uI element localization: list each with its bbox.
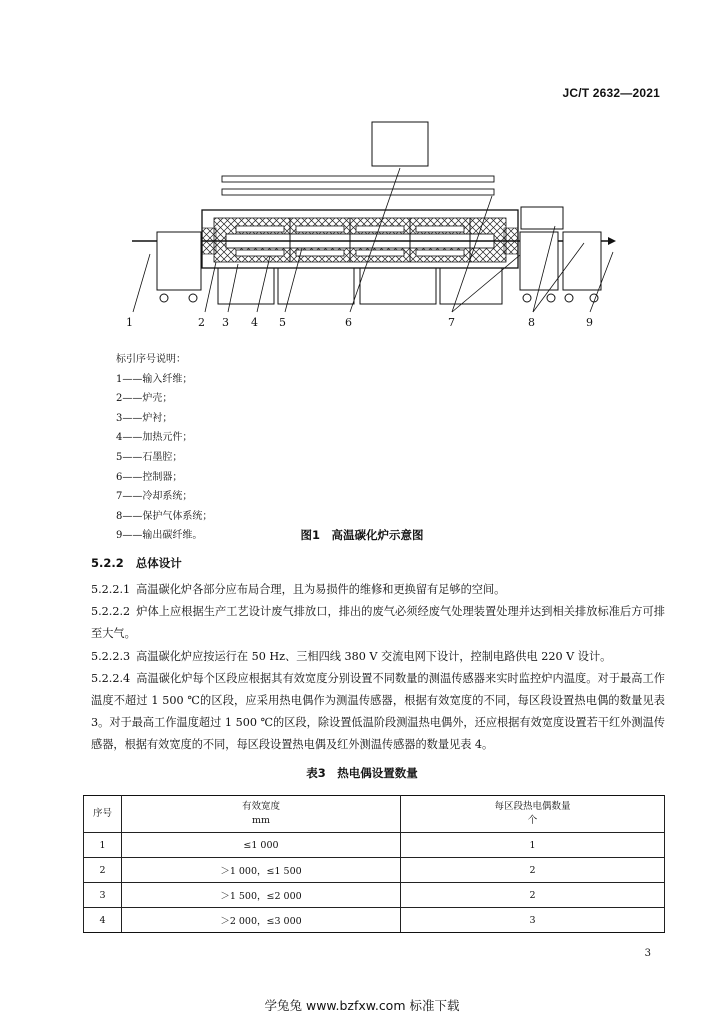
paragraph [91, 668, 665, 757]
cell-count: 3 [401, 908, 665, 933]
cell-count: 2 [401, 883, 665, 908]
paragraph [91, 579, 665, 601]
legend-item: 4——加热元件； [116, 432, 193, 444]
clause-number: 5.2.2.1 [91, 583, 131, 596]
callout-5: 5 [279, 316, 286, 329]
clause-number: 5.2.2.3 [91, 649, 131, 663]
cell-width: ≤1 000 [122, 833, 401, 858]
callout-9: 9 [586, 316, 593, 329]
table-row [84, 883, 665, 908]
cooling-bar-bottom [222, 189, 494, 195]
callout-4: 4 [251, 316, 258, 329]
header-width [122, 796, 401, 833]
table-caption: 表3 热电偶设置数量 [306, 766, 418, 780]
header-count-unit: 个 [527, 815, 538, 826]
cell-index: 4 [84, 908, 122, 933]
input-feeder [157, 232, 201, 290]
furnace-diagram [0, 0, 724, 345]
output-winder [520, 232, 558, 290]
figure-legend [116, 350, 212, 546]
legend-item: 7——冷却系统； [116, 491, 193, 503]
callout-1: 1 [126, 316, 133, 329]
clause-text: 高温碳化炉每个区段应根据其有效宽度分别设置不同数量的测温传感器来实时监控炉内温度。对于最高工作温度不超过 1 500 ℃的区段，应采用热电偶作为测温传感器，根据有效宽度的不同，每区段设置热电偶的数量见表 3。对于最高工作温度超过 1 500 ℃的区段，除设置低温阶段测温热电偶外，还应根据有效宽度设置若干红外测温传感器，根据有效宽度的不同，每区段设置热电偶及红外测温传感器的数量见表 4。 [91, 671, 665, 752]
table-row [84, 858, 665, 883]
cell-width: ＞1 500，≤2 000 [122, 883, 401, 908]
clause-text: 炉体上应根据生产工艺设计废气排放口，排出的废气必须经废气处理装置处理并达到相关排放标准后方可排至大气。 [91, 605, 665, 641]
clause-text: 高温碳化炉应按运行在 50 Hz、三相四线 380 V 交流电网下设计，控制电路供电 220 V 设计。 [136, 649, 612, 663]
header-width-label: 有效宽度 [241, 801, 280, 812]
legend-item: 5——石墨腔； [116, 451, 183, 463]
legend-title: 标引序号说明： [116, 354, 186, 365]
section-number: 5.2.2 [91, 556, 124, 570]
callout-8: 8 [528, 316, 535, 329]
cell-width: ＞1 000，≤1 500 [122, 858, 401, 883]
table-row [84, 908, 665, 933]
section-heading [91, 555, 182, 571]
legend-item: 6——控制器； [116, 471, 183, 483]
figure-caption: 图1 高温碳化炉示意图 [300, 528, 424, 542]
legend-item: 2——炉壳； [116, 393, 173, 405]
standard-code: JC/T 2632—2021 [562, 86, 660, 100]
legend-item: 8——保护气体系统； [116, 510, 213, 522]
gas-control-box [521, 207, 563, 229]
page-number: 3 [644, 948, 651, 959]
cell-index: 2 [84, 858, 122, 883]
body-text [91, 579, 665, 757]
legend-item: 9——输出碳纤维。 [116, 530, 203, 542]
callout-7: 7 [448, 316, 455, 329]
cell-count: 1 [401, 833, 665, 858]
clause-number: 5.2.2.4 [91, 671, 131, 685]
clause-text: 高温碳化炉各部分应布局合理，且为易损件的维修和更换留有足够的空间。 [136, 583, 506, 596]
table-row [84, 833, 665, 858]
callout-2: 2 [198, 316, 205, 329]
header-index: 序号 [84, 796, 122, 833]
paragraph [91, 601, 665, 645]
cell-index: 1 [84, 833, 122, 858]
header-count [401, 796, 665, 833]
paragraph [91, 646, 665, 668]
cell-index: 3 [84, 883, 122, 908]
thermocouple-table [83, 795, 665, 933]
legend-item: 3——炉衬； [116, 412, 173, 424]
footer-watermark: 学兔兔 www.bzfxw.com 标准下载 [264, 998, 460, 1013]
support-frame [218, 268, 502, 304]
callout-3: 3 [222, 316, 229, 329]
table-header-row [84, 796, 665, 833]
legend-item: 1——输入纤维； [116, 373, 193, 385]
cooling-bar-top [222, 176, 494, 182]
cell-count: 2 [401, 858, 665, 883]
section-title: 总体设计 [135, 556, 182, 570]
controller-box [372, 122, 428, 166]
header-width-unit: mm [251, 815, 271, 826]
callout-numbers [126, 316, 593, 329]
callout-6: 6 [345, 316, 352, 329]
clause-number: 5.2.2.2 [91, 605, 131, 619]
cell-width: ＞2 000，≤3 000 [122, 908, 401, 933]
header-count-label: 每区段热电偶数量 [494, 801, 571, 812]
